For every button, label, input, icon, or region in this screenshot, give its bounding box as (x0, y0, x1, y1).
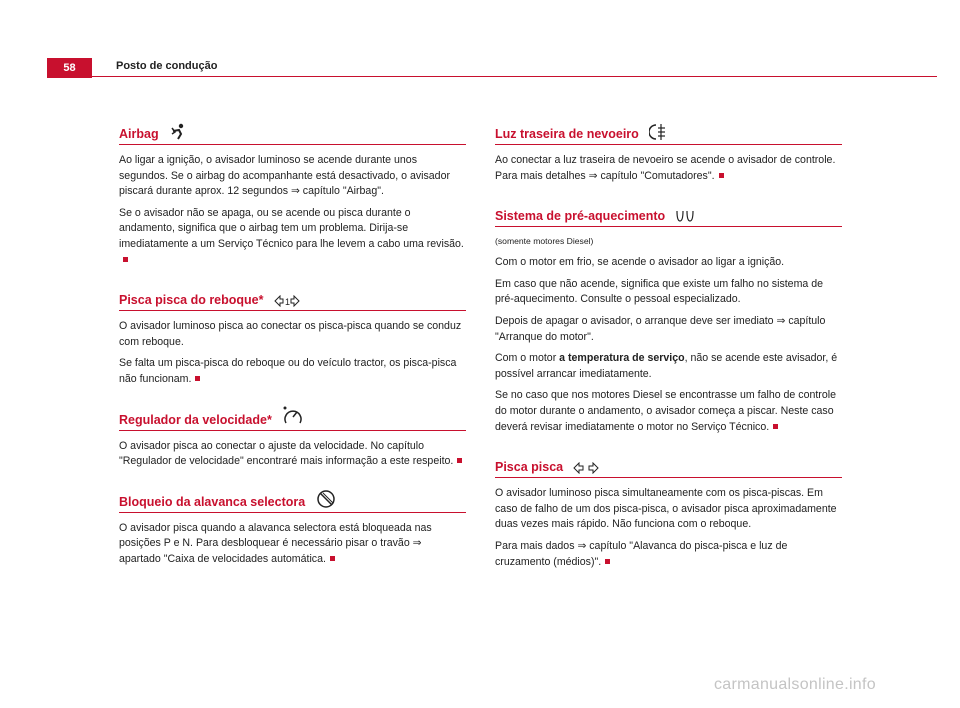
paragraph-text: O avisador pisca ao conectar o ajuste da velocidade. No capítulo "Regulador de velocidade" encontraré mais informação a este respeito. (119, 439, 454, 468)
section-title-airbag (119, 120, 466, 145)
section-airbag (119, 120, 466, 268)
bold-term: a temperatura de serviço (559, 352, 685, 365)
section-heading: Pisca pisca do reboque* (119, 293, 264, 308)
paragraph-text: Se o avisador não se apaga, ou se acende ou pisca durante o andamento, significa que o airbag tem um problema. Dirija-se imediatamente a um Serviço Técnico para lhe levem a cabo uma revisão. (119, 206, 464, 250)
section-title-turn-signal (495, 453, 842, 478)
trailer-turn-signal-icon (274, 295, 300, 307)
paragraph: O avisador luminoso pisca simultaneamente com os pisca-piscas. Em caso de falho de um dos pisca-pisca, o avisador pisca aproximadamente duas vezes mais rápido. Não funciona com o reboque. (495, 487, 837, 531)
paragraph (119, 439, 466, 470)
turn-signal-arrows-icon (573, 462, 599, 474)
paragraph (119, 206, 466, 268)
paragraph-text: Se falta um pisca-pisca do reboque ou do veículo tractor, os pisca-pisca não funcionam. (119, 357, 457, 385)
paragraph-text: Para mais dados ⇒ capítulo "Alavanca do pisca-pisca e luz de cruzamento (médios)". (495, 539, 788, 568)
end-mark (719, 173, 724, 178)
svg-text:1: 1 (284, 297, 290, 308)
glow-plug-icon (675, 209, 697, 223)
selector-lever-lock-icon (315, 489, 337, 509)
right-column (495, 120, 842, 588)
section-title-rear-fog (495, 120, 842, 145)
speed-regulator-icon (282, 405, 304, 427)
paragraph (495, 388, 842, 435)
watermark: carmanualsonline.info (714, 676, 876, 693)
paragraph (119, 521, 466, 568)
section-turn-signal (495, 453, 842, 570)
paragraph-text: Ao conectar a luz traseira de nevoeiro se acende o avisador de controle. Para mais detalhes ⇒ capítulo "Comutadores". (495, 154, 836, 182)
paragraph-text: Se no caso que nos motores Diesel se encontrasse um falho de controle do motor durante o andamento, o avisador começa a piscar. Neste caso deverá revisar imediatamente o motor no Serviço Técnico. (495, 389, 836, 433)
paragraph (495, 539, 842, 570)
left-column (119, 120, 466, 586)
paragraph (495, 153, 842, 184)
section-selector-lock (119, 488, 466, 568)
section-glow-plug (495, 202, 842, 435)
section-title-glow-plug (495, 202, 842, 227)
note-diesel-only: (somente motores Diesel) (495, 236, 594, 247)
section-heading: Pisca pisca (495, 460, 564, 475)
section-heading: Bloqueio da alavanca selectora (119, 494, 306, 509)
paragraph-text: , não se acende este avisador, é possível arrancar imediatamente. (495, 352, 838, 380)
section-heading: Airbag (119, 127, 159, 141)
page-header-title: Posto de condução (116, 60, 218, 72)
end-mark (123, 257, 128, 262)
page-number: 58 (47, 58, 92, 78)
section-rear-fog (495, 120, 842, 184)
end-mark (330, 556, 335, 561)
section-title-speed-regulator (119, 406, 466, 431)
end-mark (773, 424, 778, 429)
paragraph: O avisador luminoso pisca ao conectar os pisca-pisca quando se conduz com reboque. (119, 320, 462, 348)
paragraph-text: O avisador pisca quando a alavanca selectora está bloqueada nas posições P e N. Para desbloquear é necessário pisar o travão ⇒ apartado "Caixa de velocidades automática. (119, 521, 432, 565)
section-title-selector-lock (119, 488, 466, 513)
end-mark (457, 458, 462, 463)
paragraph-text: Com o motor (495, 352, 560, 365)
end-mark (605, 559, 610, 564)
section-heading: Sistema de pré-aquecimento (495, 209, 666, 224)
section-title-trailer-turn (119, 286, 466, 311)
section-heading: Regulador da velocidade* (119, 412, 272, 427)
paragraph: Em caso que não acende, significa que existe um falho no sistema de pré-aquecimento. Consulte o pessoal especializado. (495, 277, 824, 306)
section-heading: Luz traseira de nevoeiro (495, 127, 639, 141)
rear-fog-light-icon (649, 123, 667, 141)
header-rule (92, 76, 937, 77)
section-speed-regulator (119, 406, 466, 470)
section-trailer-turn (119, 286, 466, 387)
paragraph: Ao ligar a ignição, o avisador luminoso se acende durante unos segundos. Se o airbag do acompanhante está desactivado, o avisador piscará durante aprox. 12 segundos ⇒ capítulo "Airbag". (119, 154, 450, 198)
paragraph (119, 356, 466, 387)
end-mark (195, 376, 200, 381)
airbag-person-icon (169, 123, 187, 141)
paragraph (495, 351, 842, 382)
paragraph: Com o motor em frio, se acende o avisador ao ligar a ignição. (495, 256, 785, 269)
paragraph: Depois de apagar o avisador, o arranque deve ser imediato ⇒ capítulo "Arranque do motor". (495, 314, 826, 343)
